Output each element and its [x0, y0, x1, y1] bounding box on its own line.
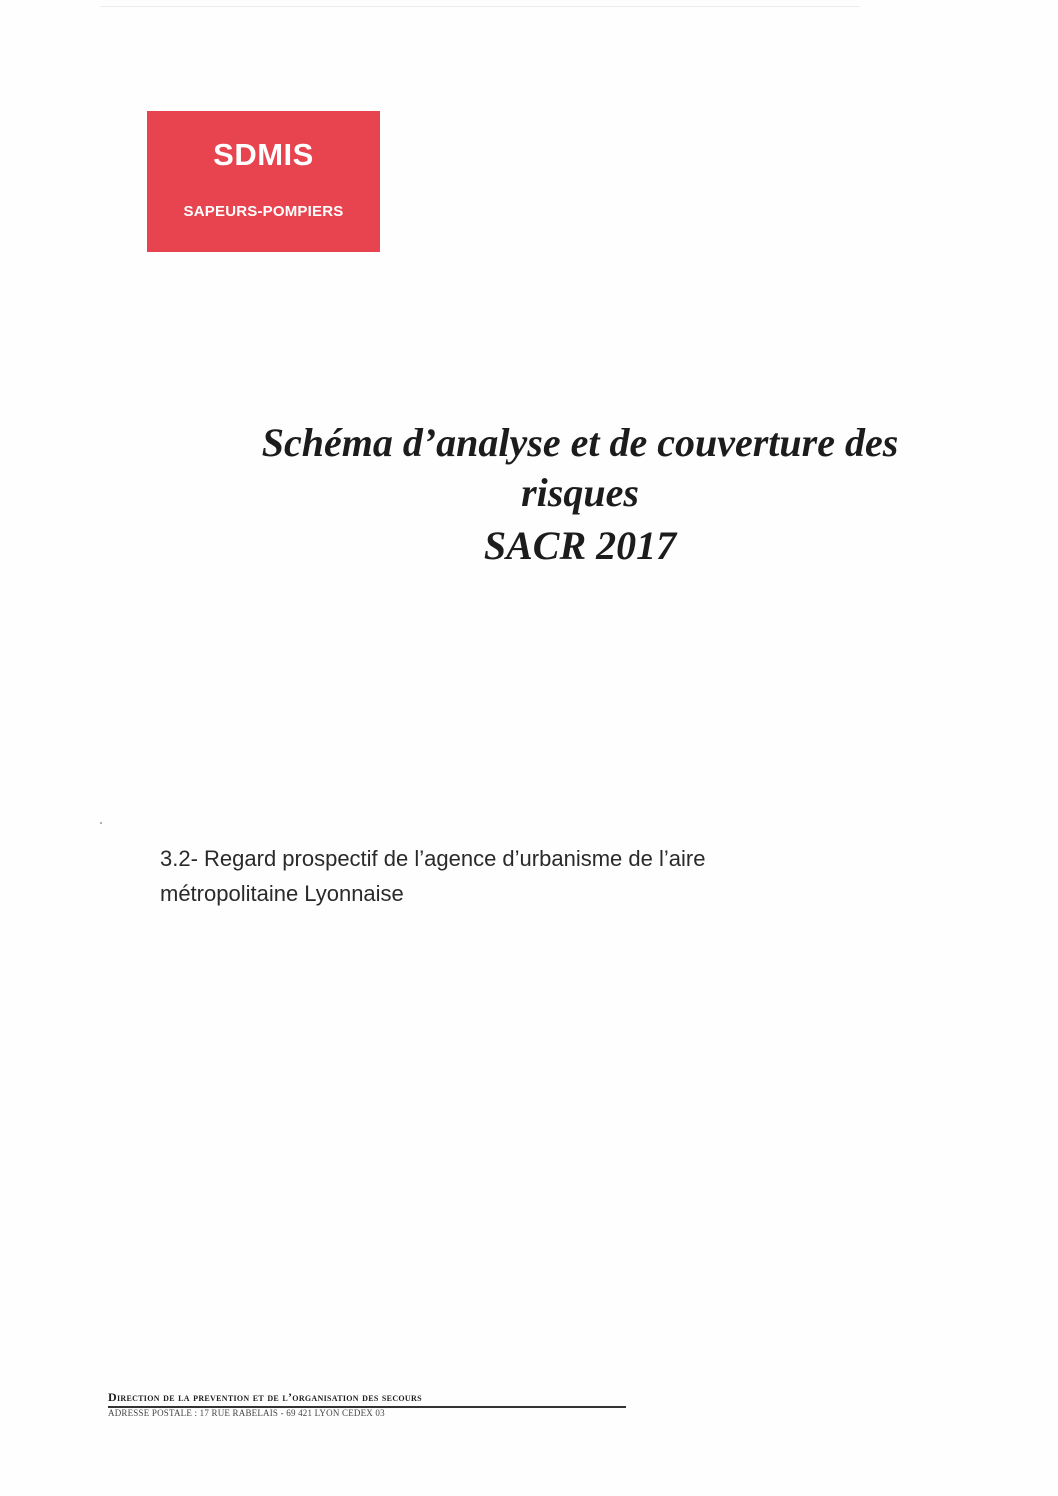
scan-edge-line [100, 6, 860, 7]
title-line-1: Schéma d’analyse et de couverture des [261, 420, 899, 465]
document-subtitle [160, 841, 860, 911]
page-footer [108, 1389, 628, 1419]
subtitle-line-1: 3.2- Regard prospectif de l’agence d’urbanisme de l’aire [160, 846, 706, 871]
subtitle-line-2: métropolitaine Lyonnaise [160, 881, 404, 906]
sdmis-logo [147, 111, 380, 252]
document-title [150, 418, 1010, 574]
logo-tagline: SAPEURS-POMPIERS [183, 203, 344, 220]
title-line-2: risques [521, 470, 639, 515]
footer-address: ADRESSE POSTALE : 17 RUE RABELAIS - 69 421 LYON CEDEX 03 [108, 1408, 385, 1418]
title-code: SACR 2017 [483, 523, 677, 568]
logo-name: SDMIS [213, 137, 314, 172]
footer-direction: Direction de la prevention et de l’organisation des secours [108, 1390, 422, 1404]
scan-speck [100, 822, 102, 824]
